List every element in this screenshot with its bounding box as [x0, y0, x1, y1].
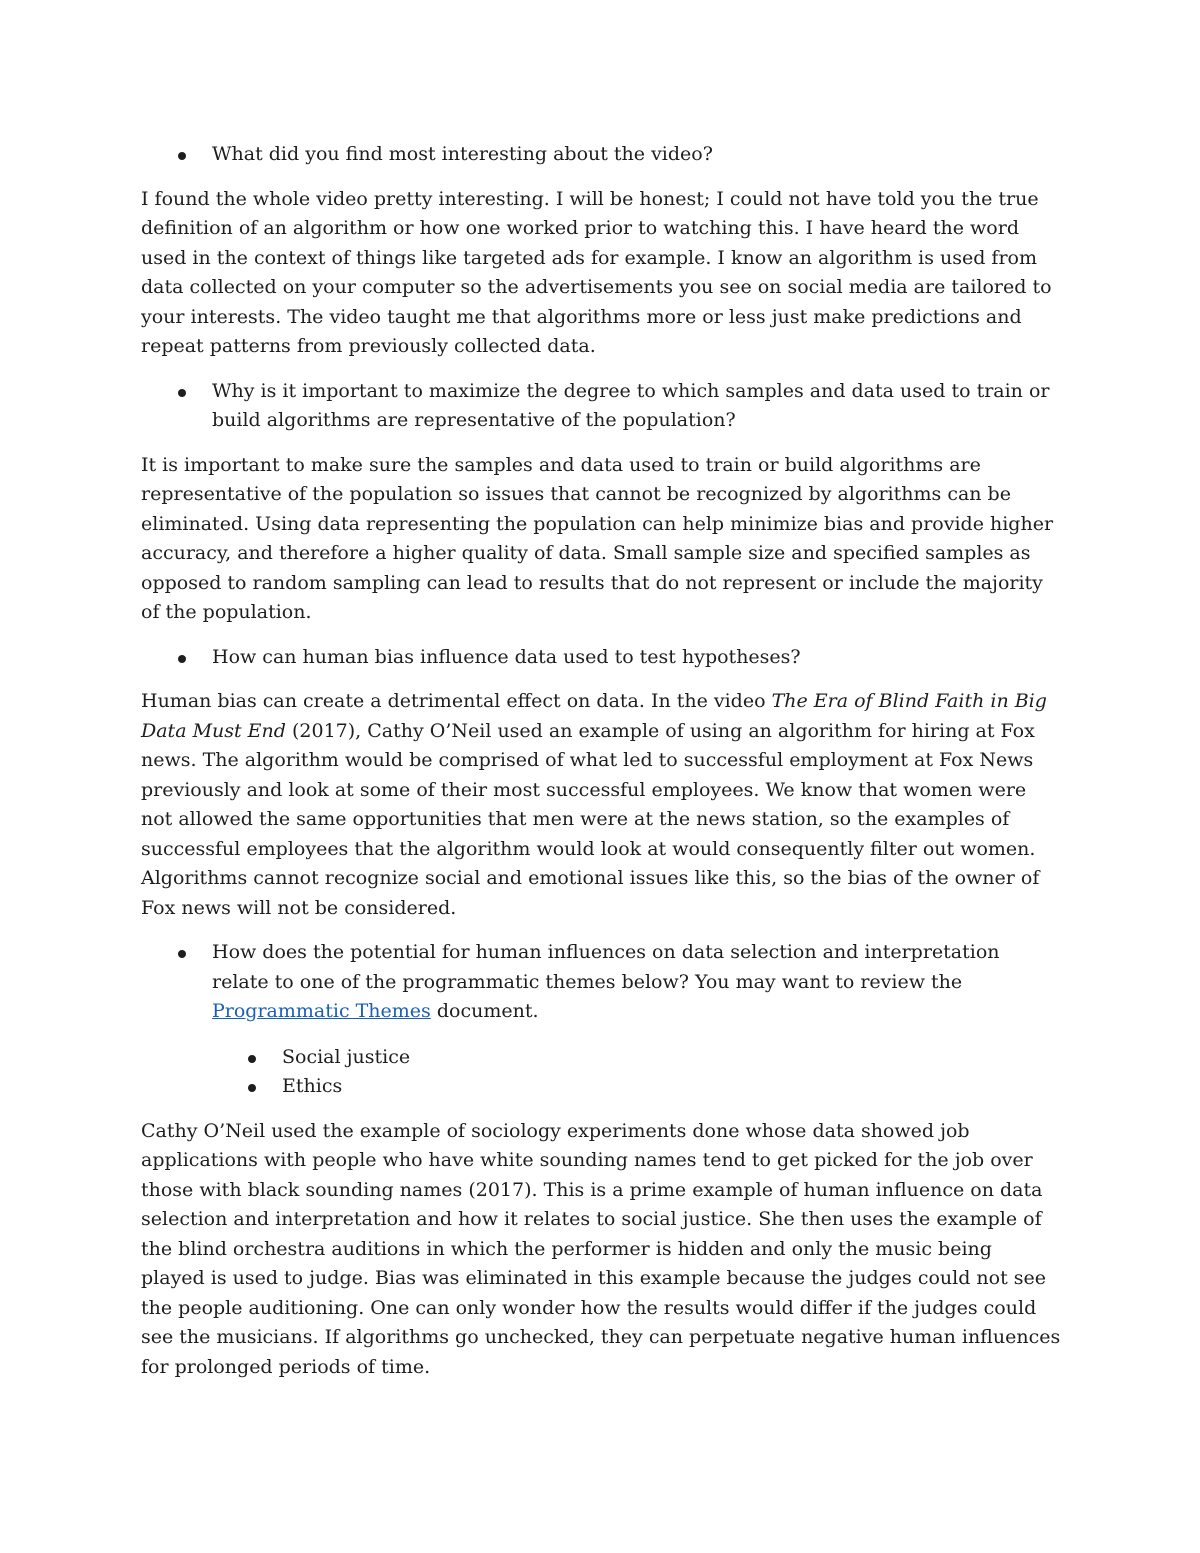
theme-item — [141, 1043, 1061, 1073]
theme-label: Social justice — [282, 1045, 411, 1068]
document-page — [141, 140, 1061, 1382]
themes-list — [141, 1043, 1061, 1102]
bullet-icon — [248, 1055, 256, 1063]
answer-3-intro: Human bias can create a detrimental effect on data. In the video — [141, 690, 772, 712]
bullet-icon — [178, 389, 186, 397]
answer-3 — [141, 687, 1061, 923]
answer-3-body: (2017), Cathy O’Neil used an example of using an algorithm for hiring at Fox news. The algorithm would be comprised of what led to successful employment at Fox News previously and look at some of their most successful employees. We know that women were not allowed the same opportunities that men were at the news station, so the examples of successful employees that the algorithm would look at would consequently filter out women. Algorithms cannot recognize social and emotional issues like this, so the bias of the owner of Fox news will not be considered. — [141, 719, 1040, 919]
bullet-icon — [178, 655, 186, 663]
answer-4: Cathy O’Neil used the example of sociology experiments done whose data showed job applications with people who have white sounding names tend to get picked for the job over those with black sounding names (2017). This is a prime example of human influence on data selection and interpretation and how it relates to social justice. She then uses the example of the blind orchestra auditions in which the performer is hidden and only the music being played is used to judge. Bias was eliminated in this example because the judges could not see the people auditioning. One can only wonder how the results would differ if the judges could see the musicians. If algorithms go unchecked, they can perpetuate negative human influences for prolonged periods of time. — [141, 1119, 1061, 1378]
question-2 — [141, 377, 1061, 436]
answer-1: I found the whole video pretty interesting. I will be honest; I could not have told you the true definition of an algorithm or how one worked prior to watching this. I have heard the word used in the context of things like targeted ads for example. I know an algorithm is used from data collected on your computer so the advertisements you see on social media are tailored to your interests. The video taught me that algorithms more or less just make predictions and repeat patterns from previously collected data. — [141, 187, 1052, 357]
question-4 — [141, 938, 1061, 1027]
question-1 — [141, 140, 1061, 170]
question-4-text-end: document. — [430, 1000, 539, 1022]
theme-item — [141, 1072, 1061, 1102]
theme-label: Ethics — [282, 1075, 343, 1097]
question-4-text: How does the potential for human influences on data selection and interpretation relate to one of the programmatic themes below? You may want to review the — [212, 941, 1000, 993]
question-1-text: What did you find most interesting about the video? — [212, 143, 713, 165]
question-3 — [141, 643, 1061, 673]
video-title: The Era of Blind Faith in Big Data Must End — [141, 690, 1047, 742]
bullet-icon — [248, 1084, 256, 1092]
bullet-icon — [178, 950, 186, 958]
programmatic-themes-link[interactable]: Programmatic Themes — [212, 1000, 431, 1022]
question-3-text: How can human bias influence data used to test hypotheses? — [212, 645, 801, 668]
question-2-text: Why is it important to maximize the degree to which samples and data used to train or build algorithms are representative of the population? — [212, 379, 1050, 431]
bullet-icon — [178, 152, 186, 160]
answer-2: It is important to make sure the samples and data used to train or build algorithms are representative of the population so issues that cannot be recognized by algorithms can be eliminated. Using data representing the population can help minimize bias and provide higher accuracy, and therefore a higher quality of data. Small sample size and specified samples as opposed to random sampling can lead to results that do not represent or include the majority of the population. — [141, 453, 1054, 623]
